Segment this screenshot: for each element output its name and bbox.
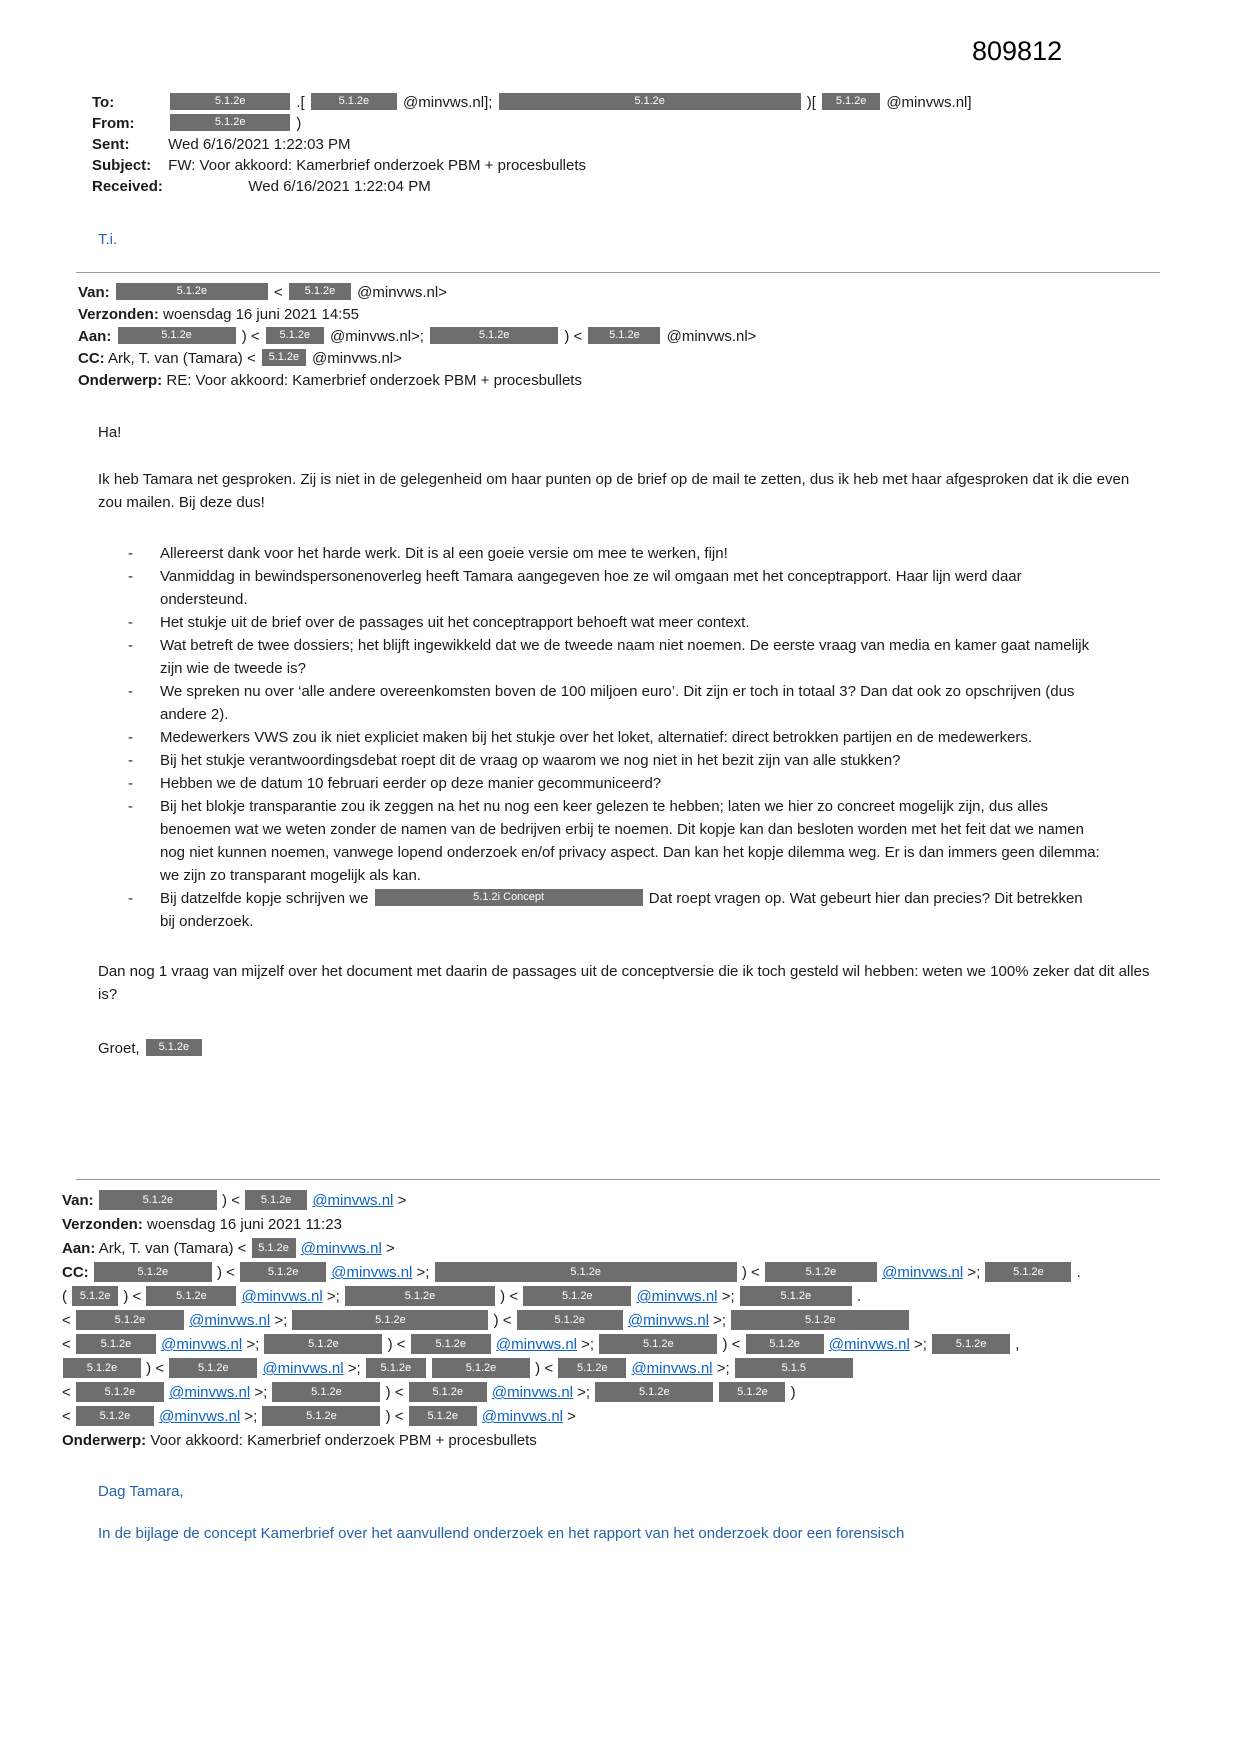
redaction-box: 5.1.2e bbox=[435, 1262, 737, 1282]
text-run: We spreken nu over ‘alle andere overeenkomsten boven de 100 miljoen euro’. Dit zijn er toch in totaal 3? Dan dat ook zo opschrijven (dus andere 2). bbox=[160, 683, 1075, 723]
text-run: ) < bbox=[493, 1312, 512, 1329]
bullet-dash: - bbox=[128, 614, 133, 631]
header-row bbox=[92, 155, 1241, 176]
text-run: >; bbox=[246, 1336, 260, 1353]
bullet-item bbox=[128, 795, 1101, 887]
inner-email-header-1 bbox=[78, 282, 1241, 392]
text-run: > bbox=[567, 1408, 576, 1425]
redaction-box: 5.1.2e bbox=[116, 283, 268, 300]
email-link[interactable]: @minvws.nl bbox=[161, 1336, 243, 1353]
header-continuation-row bbox=[62, 1405, 1241, 1429]
field-label: Subject: bbox=[92, 157, 152, 174]
header-continuation-row bbox=[62, 1333, 1241, 1357]
redaction-box: 5.1.2e bbox=[240, 1262, 326, 1282]
text-run: ) < bbox=[385, 1408, 404, 1425]
text-run: ) < bbox=[535, 1360, 554, 1377]
bullet-text bbox=[160, 887, 1101, 933]
bullet-item bbox=[128, 772, 1101, 795]
redaction-box: 5.1.2e bbox=[170, 93, 290, 110]
text-run: FW: Voor akkoord: Kamerbrief onderzoek PBM + procesbullets bbox=[168, 157, 587, 174]
text-run: < bbox=[62, 1312, 71, 1329]
bullet-text bbox=[160, 542, 1101, 565]
bullet-text bbox=[160, 749, 1101, 772]
bullet-text bbox=[160, 611, 1101, 634]
field-label: Aan: bbox=[62, 1240, 96, 1257]
redaction-box: 5.1.2e bbox=[822, 93, 880, 110]
outer-email-header bbox=[92, 92, 1241, 197]
text-run: Bij het stukje verantwoordingsdebat roept dit de vraag op waarom we nog niet in het bezit zijn van alle stukken? bbox=[160, 752, 901, 769]
text-run: > bbox=[385, 1240, 395, 1257]
bullet-text bbox=[160, 772, 1101, 795]
email-link[interactable]: @minvws.nl bbox=[631, 1360, 713, 1377]
email-link[interactable]: @minvws.nl bbox=[300, 1240, 382, 1257]
text-run: Wed 6/16/2021 1:22:03 PM bbox=[168, 136, 351, 153]
email-link[interactable]: @minvws.nl bbox=[262, 1360, 344, 1377]
bullet-dash: - bbox=[128, 798, 133, 815]
email-link[interactable]: @minvws.nl bbox=[828, 1336, 910, 1353]
text-run: @minvws.nl> bbox=[357, 284, 447, 301]
header-continuation-row bbox=[62, 1357, 1241, 1381]
field-label: Verzonden: bbox=[62, 1216, 143, 1233]
header-continuation-row bbox=[62, 1309, 1241, 1333]
field-label: Aan: bbox=[78, 328, 112, 345]
text-run: ) < bbox=[217, 1264, 235, 1281]
redaction-box: 5.1.2e bbox=[272, 1382, 380, 1402]
text-run: >; bbox=[581, 1336, 595, 1353]
body-paragraph-1: Ik heb Tamara net gesproken. Zij is niet in de gelegenheid om haar punten op de brief op de mail te zetten, dus ik heb met haar afgesproken dat ik die even zou mailen. Bij deze dus! bbox=[98, 471, 1130, 511]
text-run: @minvws.nl>; bbox=[329, 328, 424, 345]
text-run: Vanmiddag in bewindspersonenoverleg heeft Tamara aangegeven hoe ze wil omgaan met het conceptrapport. Haar lijn werd daar ondersteund. bbox=[160, 568, 1022, 608]
bullet-text bbox=[160, 680, 1101, 726]
redaction-box: 5.1.2e bbox=[499, 93, 801, 110]
text-run: >; bbox=[967, 1264, 981, 1281]
field-label: Sent: bbox=[92, 136, 130, 153]
header-row bbox=[78, 370, 1241, 392]
redaction-box: 5.1.2e bbox=[432, 1358, 530, 1378]
redaction-box: 5.1.2e bbox=[731, 1310, 909, 1330]
redaction-box: 5.1.2e bbox=[765, 1262, 877, 1282]
text-run: ) bbox=[790, 1384, 796, 1401]
greeting-line: Dag Tamara, bbox=[98, 1483, 184, 1500]
text-run: ) < bbox=[146, 1360, 165, 1377]
text-run: @minvws.nl] bbox=[886, 94, 972, 111]
text-run: @minvws.nl]; bbox=[403, 94, 493, 111]
header-row bbox=[92, 92, 1241, 113]
header-row bbox=[92, 113, 1241, 134]
email-link[interactable]: @minvws.nl bbox=[169, 1384, 251, 1401]
bullet-item bbox=[128, 726, 1101, 749]
bullet-item bbox=[128, 565, 1101, 611]
text-run: ) < bbox=[387, 1336, 406, 1353]
bullet-dash: - bbox=[128, 729, 133, 746]
text-run: , bbox=[1015, 1336, 1020, 1353]
text-run: Groet, bbox=[98, 1040, 140, 1057]
field-label: Van: bbox=[78, 284, 110, 301]
redaction-box: 5.1.2e bbox=[588, 327, 660, 344]
redaction-box: 5.1.2e bbox=[63, 1358, 141, 1378]
bullet-text bbox=[160, 795, 1101, 887]
text-run: < bbox=[62, 1408, 71, 1425]
text-run: >; bbox=[326, 1288, 340, 1305]
text-run: Wat betreft de twee dossiers; het blijft ingewikkeld dat we de tweede naam niet noemen. De eerste vraag van media en kamer gaat namelijk zijn wie de tweede is? bbox=[160, 637, 1090, 677]
inner-email-header-2 bbox=[62, 1189, 1241, 1453]
header-row bbox=[78, 326, 1241, 348]
redaction-box: 5.1.2e bbox=[169, 1358, 257, 1378]
redaction-box: 5.1.2e bbox=[311, 93, 397, 110]
text-run: Bij datzelfde kopje schrijven we bbox=[160, 890, 369, 907]
text-run: >; bbox=[244, 1408, 258, 1425]
text-run: Ark, T. van (Tamara) < bbox=[108, 350, 256, 367]
field-label: Verzonden: bbox=[78, 306, 159, 323]
header-row bbox=[78, 304, 1241, 326]
text-run: .[ bbox=[296, 94, 305, 111]
text-run: >; bbox=[913, 1336, 927, 1353]
text-run: < bbox=[62, 1336, 71, 1353]
redaction-box: 5.1.2e bbox=[264, 1334, 382, 1354]
redaction-box: 5.1.2e bbox=[985, 1262, 1071, 1282]
email-link[interactable]: @minvws.nl bbox=[189, 1312, 271, 1329]
text-run: RE: Voor akkoord: Kamerbrief onderzoek PBM + procesbullets bbox=[166, 372, 582, 389]
closing-line bbox=[98, 1039, 1156, 1057]
bullet-dash: - bbox=[128, 890, 133, 907]
bullet-item bbox=[128, 680, 1101, 726]
text-run: ) < bbox=[241, 328, 260, 345]
forward-note: T.i. bbox=[98, 231, 118, 248]
body-paragraph-2: Dan nog 1 vraag van mijzelf over het document met daarin de passages uit de conceptversie die ik toch gesteld wil hebben: weten we 100% zeker dat dit alles is? bbox=[98, 963, 1150, 1003]
redaction-box: 5.1.2e bbox=[932, 1334, 1010, 1354]
email-link[interactable]: @minvws.nl bbox=[481, 1408, 563, 1425]
text-run: woensdag 16 juni 2021 11:23 bbox=[147, 1216, 342, 1233]
text-run: >; bbox=[577, 1384, 591, 1401]
text-run: Bij het blokje transparantie zou ik zeggen na het nu nog een keer gelezen te hebben; laten we hier zo concreet mogelijk zijn, dus alles benoemen wat we weten zonder de namen van de bedrijven erbij te noemen. Dit kopje kan dan besloten worden met het feit dat we namen nog niet kunnen noemen, vanwege lopend onderzoek en/of privacy aspect. Dan kan het kopje dilemma weg. Er is dan immers geen dilemma: we zijn zo transparant mogelijk als kan. bbox=[160, 798, 1100, 884]
bullet-dash: - bbox=[128, 775, 133, 792]
redaction-box: 5.1.2e bbox=[599, 1334, 717, 1354]
bullet-text bbox=[160, 634, 1101, 680]
field-label: Onderwerp: bbox=[78, 372, 163, 389]
redaction-box: 5.1.2e bbox=[76, 1334, 156, 1354]
redaction-box: 5.1.2e bbox=[719, 1382, 785, 1402]
redaction-box: 5.1.2i Concept bbox=[375, 889, 643, 906]
field-label: To: bbox=[92, 94, 115, 111]
text-run: woensdag 16 juni 2021 14:55 bbox=[163, 306, 360, 323]
email-link[interactable]: @minvws.nl bbox=[636, 1288, 718, 1305]
text-run: Het stukje uit de brief over de passages uit het conceptrapport behoeft wat meer context. bbox=[160, 614, 750, 631]
bullet-item bbox=[128, 542, 1101, 565]
header-row bbox=[62, 1189, 1241, 1213]
text-run: Wed 6/16/2021 1:22:04 PM bbox=[248, 178, 431, 195]
redaction-box: 5.1.2e bbox=[746, 1334, 824, 1354]
text-run: >; bbox=[416, 1264, 430, 1281]
email-body bbox=[98, 424, 1156, 1057]
text-run: @minvws.nl> bbox=[666, 328, 757, 345]
header-row bbox=[62, 1261, 1241, 1285]
text-run: ( bbox=[62, 1288, 67, 1305]
text-run: ) < bbox=[123, 1288, 142, 1305]
redaction-box: 5.1.2e bbox=[409, 1406, 477, 1426]
redaction-box: 5.1.2e bbox=[94, 1262, 212, 1282]
text-run: < bbox=[274, 284, 283, 301]
field-label: Van: bbox=[62, 1192, 94, 1209]
text-run: >; bbox=[274, 1312, 288, 1329]
redaction-box: 5.1.2e bbox=[118, 327, 236, 344]
text-run: Dat roept vragen op. Wat gebeurt hier dan precies? Dit betrekken bij onderzoek. bbox=[160, 890, 1083, 930]
email-link[interactable]: @minvws.nl bbox=[491, 1384, 573, 1401]
header-row bbox=[78, 348, 1241, 370]
header-row bbox=[78, 282, 1241, 304]
separator-line bbox=[76, 272, 1160, 273]
redaction-box: 5.1.2e bbox=[170, 114, 290, 131]
text-run: Medewerkers VWS zou ik niet expliciet maken bij het stukje over het loket, alternatief: direct betrokken partijen en de medewerkers. bbox=[160, 729, 1033, 746]
redaction-box: 5.1.2e bbox=[262, 1406, 380, 1426]
text-run: Voor akkoord: Kamerbrief onderzoek PBM + procesbullets bbox=[150, 1432, 537, 1449]
header-row bbox=[62, 1213, 1241, 1237]
email-link[interactable]: @minvws.nl bbox=[331, 1264, 413, 1281]
email-link[interactable]: @minvws.nl bbox=[312, 1192, 394, 1209]
text-run: >; bbox=[716, 1360, 730, 1377]
redaction-box: 5.1.2e bbox=[409, 1382, 487, 1402]
redaction-box: 5.1.2e bbox=[411, 1334, 491, 1354]
redaction-box: 5.1.2e bbox=[558, 1358, 626, 1378]
header-row bbox=[92, 134, 1241, 155]
redaction-box: 5.1.2e bbox=[430, 327, 558, 344]
text-run: Allereerst dank voor het harde werk. Dit is al een goeie versie om mee te werken, fijn! bbox=[160, 545, 728, 562]
header-continuation-row bbox=[62, 1285, 1241, 1309]
redaction-box: 5.1.2e bbox=[292, 1310, 488, 1330]
redaction-box: 5.1.2e bbox=[517, 1310, 623, 1330]
bullet-text bbox=[160, 726, 1101, 749]
document-number: 809812 bbox=[972, 36, 1063, 66]
redaction-box: 5.1.5 bbox=[735, 1358, 853, 1378]
text-run: ) < bbox=[722, 1336, 741, 1353]
text-run: ) < bbox=[741, 1264, 760, 1281]
email-link[interactable]: @minvws.nl bbox=[159, 1408, 241, 1425]
bullet-item bbox=[128, 749, 1101, 772]
redaction-box: 5.1.2e bbox=[146, 1039, 202, 1056]
redaction-box: 5.1.2e bbox=[146, 1286, 236, 1306]
text-run: ) < bbox=[500, 1288, 519, 1305]
redaction-box: 5.1.2e bbox=[76, 1310, 184, 1330]
text-run: . bbox=[856, 1288, 862, 1305]
field-label: Received: bbox=[92, 178, 163, 195]
redaction-box: 5.1.2e bbox=[740, 1286, 852, 1306]
text-run: >; bbox=[721, 1288, 735, 1305]
redaction-box: 5.1.2e bbox=[252, 1238, 296, 1258]
email-link[interactable]: @minvws.nl bbox=[882, 1264, 964, 1281]
bullet-dash: - bbox=[128, 637, 133, 654]
redaction-box: 5.1.2e bbox=[76, 1406, 154, 1426]
bullet-dash: - bbox=[128, 683, 133, 700]
redaction-box: 5.1.2e bbox=[99, 1190, 217, 1210]
redaction-box: 5.1.2e bbox=[345, 1286, 495, 1306]
text-run: Ark, T. van (Tamara) < bbox=[98, 1240, 247, 1257]
email-link[interactable]: @minvws.nl bbox=[627, 1312, 709, 1329]
redaction-box: 5.1.2e bbox=[76, 1382, 164, 1402]
bullet-item bbox=[128, 611, 1101, 634]
field-label: CC: bbox=[78, 350, 105, 367]
text-run: ) < bbox=[564, 328, 583, 345]
redaction-box: 5.1.2e bbox=[523, 1286, 631, 1306]
field-label: Onderwerp: bbox=[62, 1432, 147, 1449]
redaction-box: 5.1.2e bbox=[595, 1382, 713, 1402]
bullet-list bbox=[128, 542, 1101, 933]
separator-line bbox=[76, 1179, 1160, 1180]
bullet-dash: - bbox=[128, 545, 133, 562]
text-run: >; bbox=[254, 1384, 268, 1401]
text-run: ) bbox=[296, 115, 302, 132]
text-run: ) < bbox=[385, 1384, 404, 1401]
text-run: ) < bbox=[222, 1192, 240, 1209]
redaction-box: 5.1.2e bbox=[245, 1190, 307, 1210]
text-run: . bbox=[1076, 1264, 1081, 1281]
redaction-box: 5.1.2e bbox=[366, 1358, 426, 1378]
header-continuation-row bbox=[62, 1381, 1241, 1405]
bullet-item bbox=[128, 887, 1101, 933]
redaction-box: 5.1.2e bbox=[266, 327, 324, 344]
header-row bbox=[92, 176, 1241, 197]
field-label: CC: bbox=[62, 1264, 89, 1281]
email-link[interactable]: @minvws.nl bbox=[495, 1336, 577, 1353]
text-run: >; bbox=[713, 1312, 727, 1329]
text-run: Hebben we de datum 10 februari eerder op deze manier gecommuniceerd? bbox=[160, 775, 662, 792]
text-run: @minvws.nl> bbox=[312, 350, 402, 367]
redaction-box: 5.1.2e bbox=[262, 349, 306, 366]
bullet-item bbox=[128, 634, 1101, 680]
redaction-box: 5.1.2e bbox=[289, 283, 351, 300]
text-run: )[ bbox=[806, 94, 816, 111]
text-run: >; bbox=[347, 1360, 361, 1377]
header-row bbox=[62, 1429, 1241, 1453]
final-text-line: In de bijlage de concept Kamerbrief over het aanvullend onderzoek en het rapport van het onderzoek door een forensisch bbox=[98, 1525, 905, 1542]
text-run: < bbox=[62, 1384, 71, 1401]
email-link[interactable]: @minvws.nl bbox=[241, 1288, 323, 1305]
salutation: Ha! bbox=[98, 424, 122, 441]
bullet-text bbox=[160, 565, 1101, 611]
field-label: From: bbox=[92, 115, 135, 132]
redaction-box: 5.1.2e bbox=[72, 1286, 118, 1306]
bullet-dash: - bbox=[128, 752, 133, 769]
header-row bbox=[62, 1237, 1241, 1261]
text-run: > bbox=[397, 1192, 407, 1209]
bullet-dash: - bbox=[128, 568, 133, 585]
